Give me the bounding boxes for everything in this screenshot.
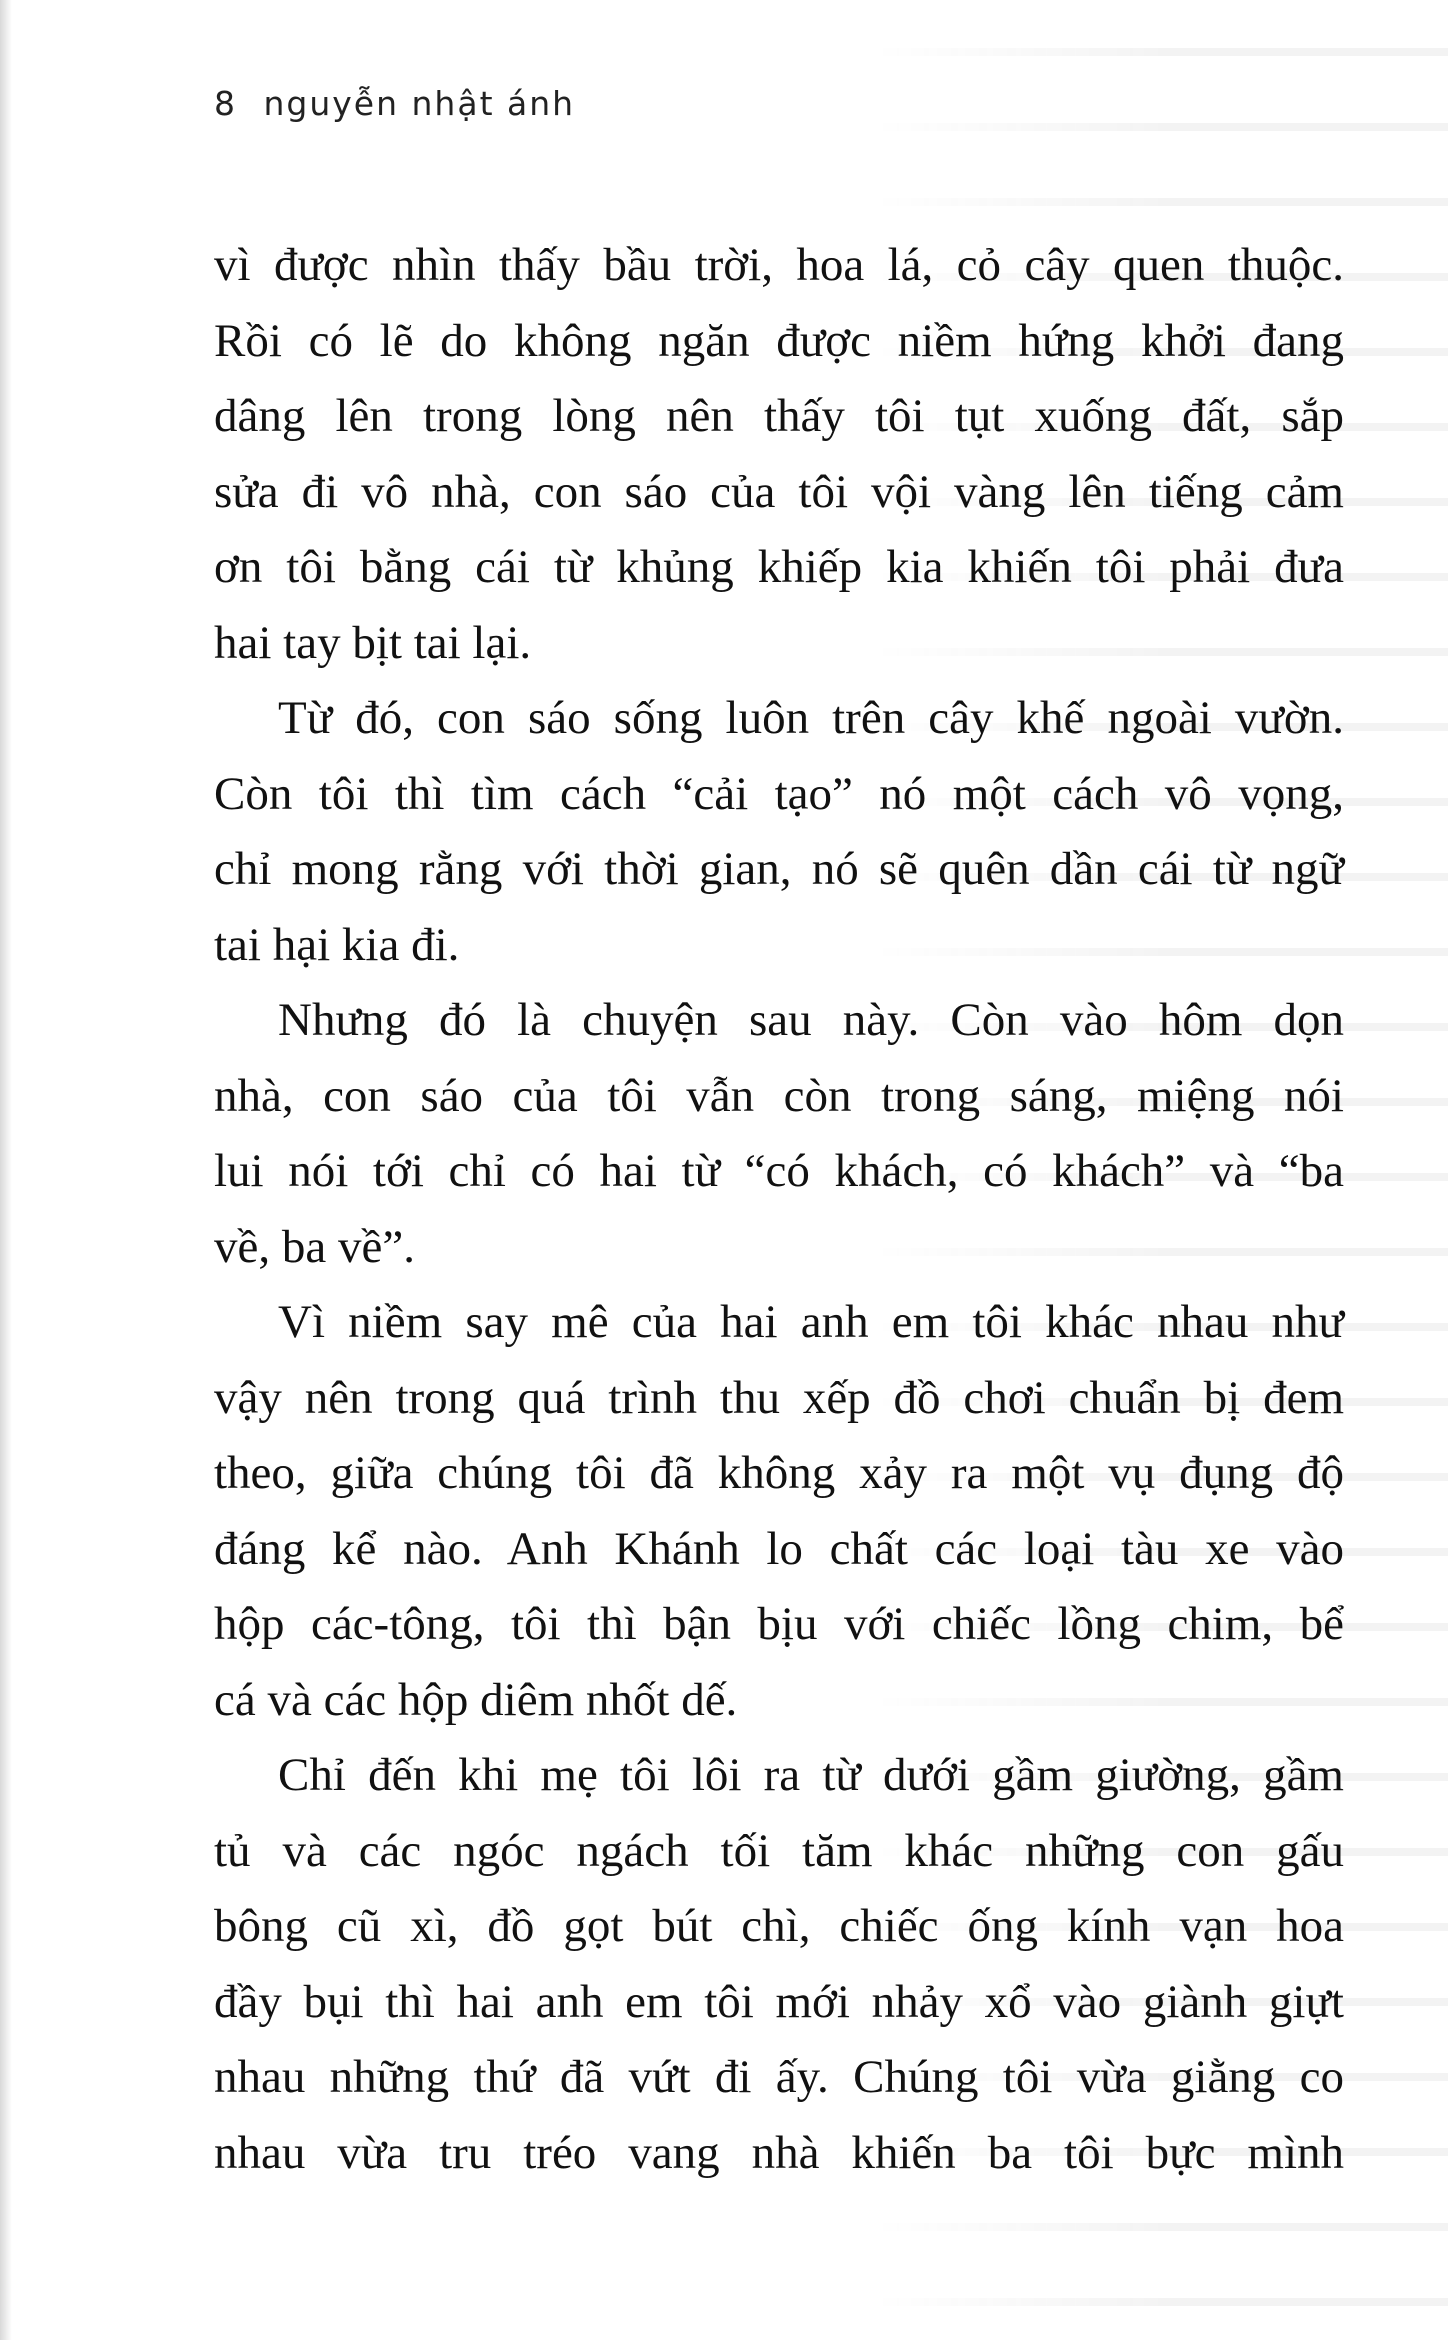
text-line: lui nói tới chỉ có hai từ “có khách, có khách” và “ba [214,1145,1344,1197]
text-line: về, ba về”. [214,1220,415,1273]
text-line: Còn tôi thì tìm cách “cải tạo” nó một cách vô vọng, [214,767,1344,820]
text-line: Rồi có lẽ do không ngăn được niềm hứng khởi đang [214,314,1344,367]
page-number: 8 [214,84,237,123]
text-line: theo, giữa chúng tôi đã không xảy ra một vụ đụng độ [214,1447,1344,1499]
text-line: dâng lên trong lòng nên thấy tôi tụt xuống đất, sắp [214,390,1344,442]
text-line: hộp các-tông, tôi thì bận bịu với chiếc lồng chim, bể [214,1598,1344,1650]
text-line: hai tay bịt tai lại. [214,616,532,669]
text-line: Từ đó, con sáo sống luôn trên cây khế ngoài vườn. [278,692,1344,744]
text-line: Chỉ đến khi mẹ tôi lôi ra từ dưới gầm giường, gầm [278,1749,1344,1801]
text-line: Vì niềm say mê của hai anh em tôi khác nhau như [278,1296,1344,1348]
text-line: chỉ mong rằng với thời gian, nó sẽ quên dần cái từ ngữ [214,843,1344,895]
author-name: nguyễn nhật ánh [263,84,576,123]
text-line: nhau những thứ đã vứt đi ấy. Chúng tôi vừa giằng co [214,2051,1344,2103]
text-line: sửa đi vô nhà, con sáo của tôi vội vàng lên tiếng cảm [214,465,1344,518]
text-line: vì được nhìn thấy bầu trời, hoa lá, cỏ cây quen thuộc. [214,239,1344,291]
running-head [214,84,575,123]
text-line: tủ và các ngóc ngách tối tăm khác những con gấu [214,1824,1344,1877]
text-line: đáng kể nào. Anh Khánh lo chất các loại tàu xe vào [214,1522,1344,1575]
text-line: Nhưng đó là chuyện sau này. Còn vào hôm dọn [278,994,1344,1046]
text-line: nhà, con sáo của tôi vẫn còn trong sáng, miệng nói [214,1069,1344,1122]
text-line: bông cũ xì, đồ gọt bút chì, chiếc ống kính vạn hoa [214,1900,1344,1952]
text-line: vậy nên trong quá trình thu xếp đồ chơi chuẩn bị đem [214,1371,1344,1424]
page-gutter-shadow [0,0,12,2340]
text-line: cá và các hộp diêm nhốt dế. [214,1673,738,1726]
text-line: tai hại kia đi. [214,918,460,971]
text-line: ơn tôi bằng cái từ khủng khiếp kia khiến tôi phải đưa [214,541,1344,593]
text-line: đầy bụi thì hai anh em tôi mới nhảy xổ vào giành giựt [214,1975,1344,2028]
text-line: nhau vừa tru tréo vang nhà khiến ba tôi bực mình [214,2126,1344,2179]
body-text [214,228,1344,2191]
